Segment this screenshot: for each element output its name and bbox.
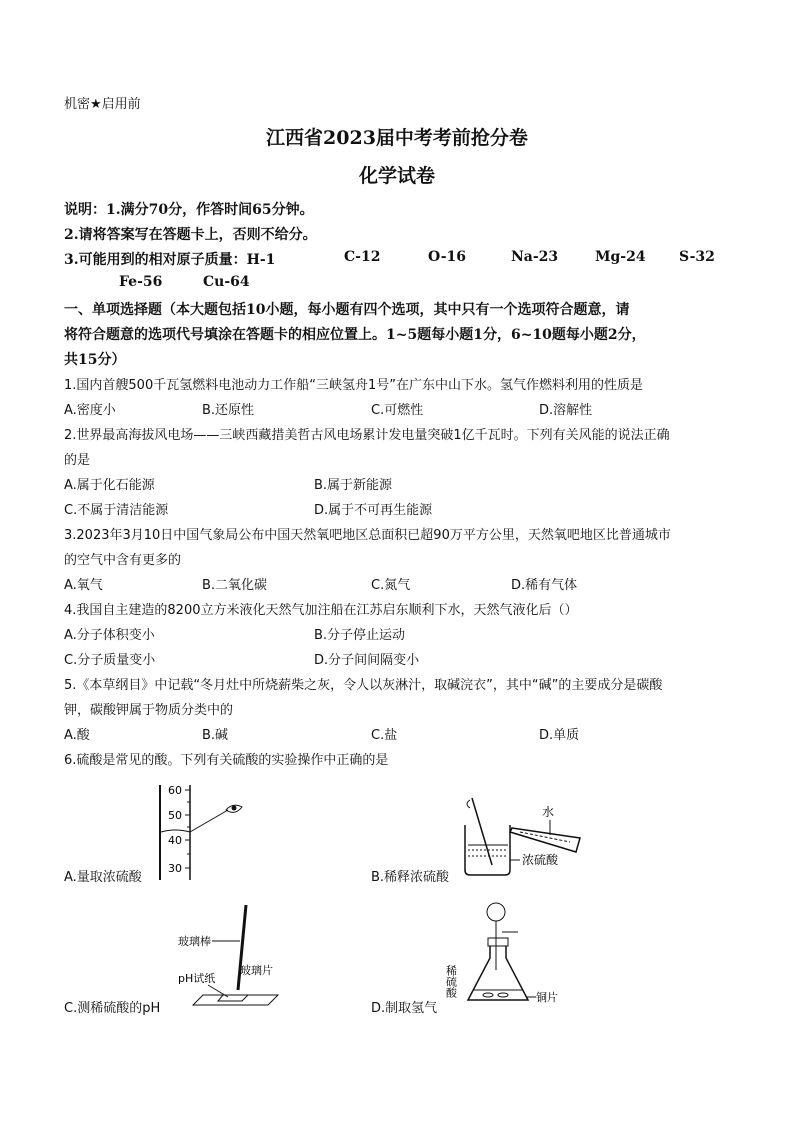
q2-option-a: A.属于化石能源	[64, 478, 155, 493]
question-2-line2: 的是	[64, 453, 91, 468]
question-5-line1: 5.《本草纲目》中记载“冬月灶中所烧薪柴之灰，令人以灰淋汁，取碱浣衣”，其中“碱”的主要成分是碳酸	[64, 678, 663, 693]
q1-option-a: A.密度小	[64, 403, 116, 418]
figure-c-ph-test	[178, 900, 298, 1015]
question-3-line1: 3.2023年3月10日中国气象局公布中国天然氧吧地区总面积已超90万平方公里，天然氧吧地区比普通城市	[64, 528, 671, 543]
exam-subtitle: 化学试卷	[358, 165, 435, 187]
confidential-mark: 机密★启用前	[64, 97, 141, 112]
figure-d-hydrogen	[444, 900, 568, 1015]
q4-option-c: C.分子质量变小	[64, 653, 156, 668]
tick-60: 60	[168, 784, 182, 797]
question-6: 6.硫酸是常见的酸。下列有关硫酸的实验操作中正确的是	[64, 753, 389, 768]
eye-icon	[226, 805, 242, 812]
question-4: 4.我国自主建造的8200立方米液化天然气加注船在江苏启东顺利下水，天然气液化后（）	[64, 603, 578, 618]
label-copper: 铜片	[536, 991, 558, 1004]
label-ph-paper: pH试纸	[178, 972, 216, 985]
question-5-line2: 钾，碳酸钾属于物质分类中的	[64, 703, 234, 718]
tick-30: 30	[168, 862, 182, 875]
instruction-2: 2.请将答案写在答题卡上，否则不给分。	[64, 227, 317, 243]
q5-option-b: B.碱	[202, 728, 229, 743]
label-glass-slide: 玻璃片	[240, 964, 273, 977]
q5-option-c: C.盐	[371, 728, 398, 743]
q1-option-c: C.可燃性	[371, 403, 424, 418]
mass-c: C-12	[344, 249, 381, 265]
exam-title: 江西省2023届中考考前抢分卷	[266, 127, 528, 149]
q1-option-d: D.溶解性	[539, 403, 593, 418]
tick-40: 40	[168, 834, 182, 847]
mass-fe: Fe-56	[119, 274, 163, 290]
mass-o: O-16	[428, 249, 467, 265]
q6-option-a: A.量取浓硫酸	[64, 870, 142, 885]
label-water: 水	[542, 805, 555, 819]
label-conc-acid: 浓硫酸	[522, 853, 559, 867]
q3-option-c: C.氮气	[371, 578, 411, 593]
mass-mg: Mg-24	[595, 249, 646, 265]
q5-option-d: D.单质	[539, 728, 580, 743]
label-glass-rod: 玻璃棒	[178, 935, 211, 948]
q6-option-c: C.测稀硫酸的pH	[64, 1001, 161, 1016]
figure-a-cylinder	[150, 780, 260, 885]
q3-option-b: B.二氧化碳	[202, 578, 268, 593]
q2-option-d: D.属于不可再生能源	[314, 503, 433, 518]
q4-option-b: B.分子停止运动	[314, 628, 406, 643]
section-heading-line3: 共15分）	[64, 352, 126, 368]
section-heading-line1: 一、单项选择题（本大题包括10小题，每小题有四个选项，其中只有一个选项符合题意，请	[64, 302, 630, 318]
q3-option-a: A.氧气	[64, 578, 103, 593]
figure-b-dilution	[450, 790, 590, 880]
question-2-line1: 2.世界最高海拔风电场——三峡西藏措美哲古风电场累计发电量突破1亿千瓦时。下列有关风能的说法正确	[64, 428, 670, 443]
q6-option-b: B.稀释浓硫酸	[371, 870, 450, 885]
question-1: 1.国内首艘500千瓦氢燃料电池动力工作船“三峡氢舟1号”在广东中山下水。氢气作燃料利用的性质是	[64, 378, 643, 393]
mass-cu: Cu-64	[203, 274, 250, 290]
q5-option-a: A.酸	[64, 728, 90, 743]
instruction-3: 3.可能用到的相对原子质量：H-1	[64, 252, 276, 268]
q6-option-d: D.制取氢气	[371, 1001, 438, 1016]
mass-s: S-32	[679, 249, 715, 265]
label-dilute-acid: 稀硫酸	[444, 965, 458, 998]
q3-option-d: D.稀有气体	[511, 578, 578, 593]
tick-50: 50	[168, 809, 182, 822]
q4-option-a: A.分子体积变小	[64, 628, 155, 643]
q1-option-b: B.还原性	[202, 403, 255, 418]
instruction-1: 说明：1.满分70分，作答时间65分钟。	[64, 202, 314, 218]
q4-option-d: D.分子间间隔变小	[314, 653, 420, 668]
mass-na: Na-23	[511, 249, 559, 265]
q2-option-c: C.不属于清洁能源	[64, 503, 169, 518]
question-3-line2: 的空气中含有更多的	[64, 553, 182, 568]
q2-option-b: B.属于新能源	[314, 478, 393, 493]
section-heading-line2: 将符合题意的选项代号填涂在答题卡的相应位置上。1~5题每小题1分，6~10题每小题2分，	[64, 327, 646, 343]
